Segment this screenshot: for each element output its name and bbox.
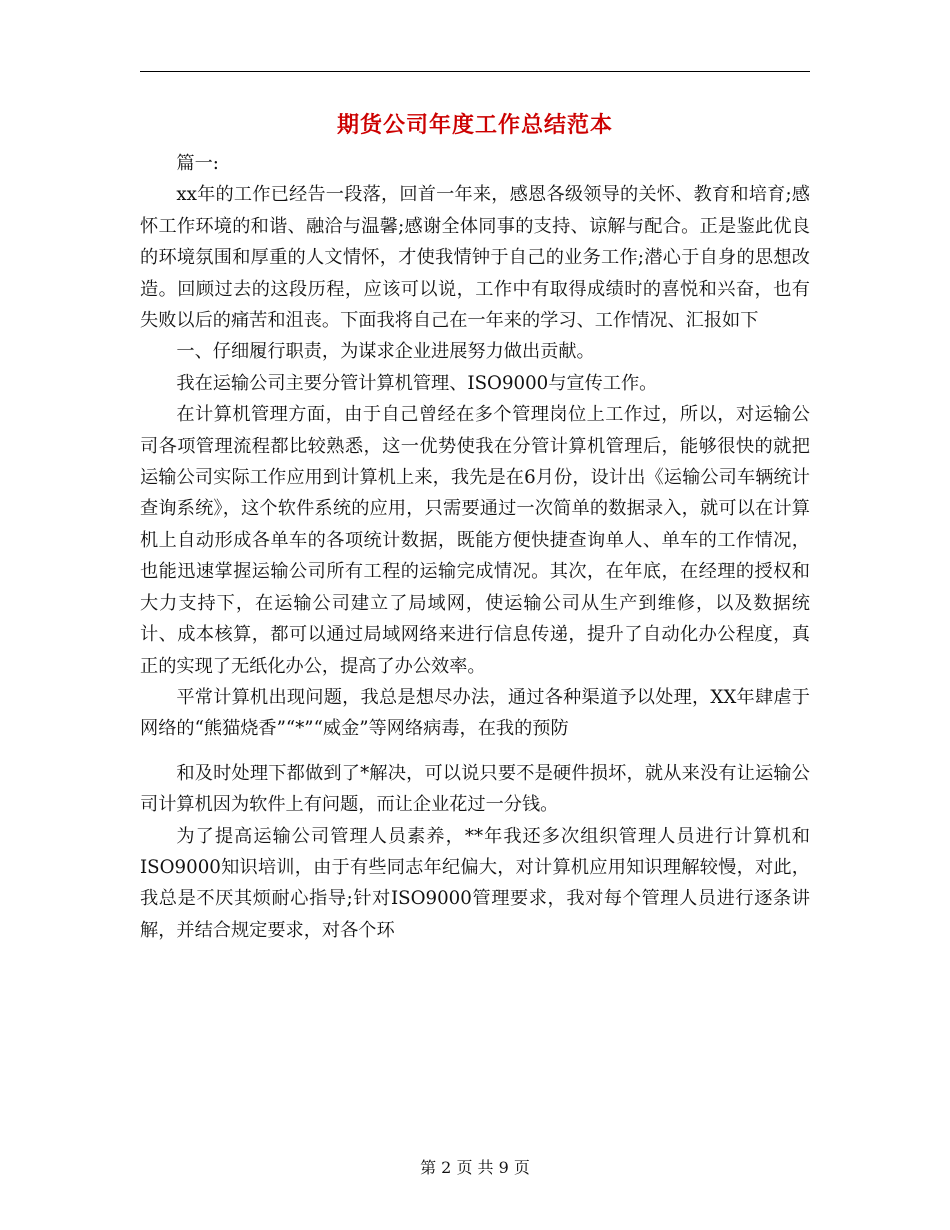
paragraph: 平常计算机出现问题，我总是想尽办法，通过各种渠道予以处理，XX年肆虐于网络的“熊猫烧香”“*”“威金”等网络病毒，在我的预防 [140, 686, 810, 740]
section-label: 篇一: [176, 153, 219, 174]
page-footer: 第 2 页 共 9 页 [420, 1158, 530, 1177]
paragraph: 和及时处理下都做到了*解决，可以说只要不是硬件损坏，就从来没有让运输公司计算机因为软件上有问题，而让企业花过一分钱。 [140, 762, 810, 816]
paragraph: 我在运输公司主要分管计算机管理、ISO9000与宣传工作。 [176, 372, 658, 394]
paragraph: 为了提高运输公司管理人员素养，**年我还多次组织管理人员进行计算机和ISO9000知识培训，由于有些同志年纪偏大，对计算机应用知识理解较慢，对此，我总是不厌其烦耐心指导;针对ISO9000管理要求，我对每个管理人员进行逐条讲解，并结合规定要求，对各个环 [140, 825, 810, 941]
document-title: 期货公司年度工作总结范本 [336, 112, 613, 138]
section-heading: 一、仔细履行职责，为谋求企业进展努力做出贡献。 [176, 341, 595, 363]
paragraph: xx年的工作已经告一段落，回首一年来，感恩各级领导的关怀、教育和培育;感怀工作环境的和谐、融洽与温馨;感谢全体同事的支持、谅解与配合。正是鉴此优良的环境氛围和厚重的人文情怀，才使我情钟于自己的业务工作;潜心于自身的思想改造。回顾过去的这段历程，应该可以说，工作中有取得成绩时的喜悦和兴奋，也有失败以后的痛苦和沮丧。下面我将自己在一年来的学习、工作情况、汇报如下 [140, 184, 810, 332]
document-body [140, 148, 810, 946]
header-rule [140, 71, 810, 72]
paragraph: 在计算机管理方面，由于自己曾经在多个管理岗位上工作过，所以，对运输公司各项管理流程都比较熟悉，这一优势使我在分管计算机管理后，能够很快的就把运输公司实际工作应用到计算机上来，我先是在6月份，设计出《运输公司车辆统计查询系统》，这个软件系统的应用，只需要通过一次简单的数据录入，就可以在计算机上自动形成各单车的各项统计数据，既能方便快捷查询单人、单车的工作情况，也能迅速掌握运输公司所有工程的运输完成情况。其次，在年底，在经理的授权和大力支持下，在运输公司建立了局域网，使运输公司从生产到维修，以及数据统计、成本核算，都可以通过局域网络来进行信息传递，提升了自动化办公程度，真正的实现了无纸化办公，提高了办公效率。 [140, 404, 810, 677]
